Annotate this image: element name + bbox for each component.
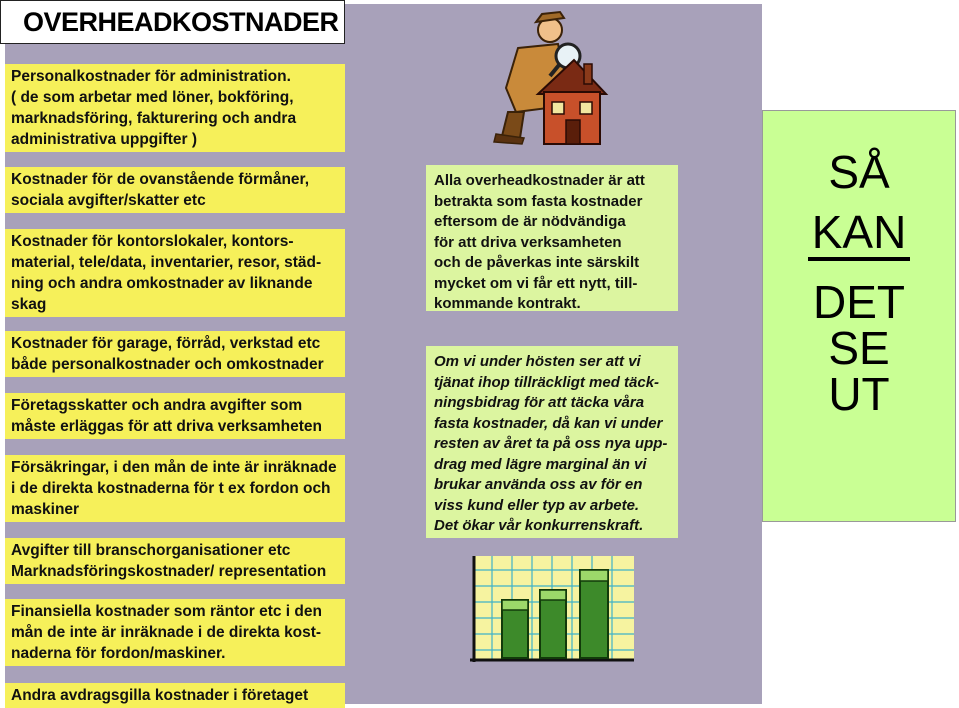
cost-line: Personalkostnader för administration. [11, 68, 291, 85]
info-line: resten av året ta på oss nya upp- [434, 435, 668, 452]
info-line: tjänat ihop tillräckligt med täck- [434, 373, 660, 391]
cost-box-1 [5, 64, 345, 152]
info-line: Alla overheadkostnader är att [434, 172, 645, 189]
side-text-sa: SÅ [828, 146, 890, 198]
info-line: brukar använda oss av för en [434, 476, 643, 493]
cost-line: skag [11, 296, 47, 313]
info-line: Det ökar vår konkurrenskraft. [434, 517, 644, 534]
info-line: mycket om vi får ett nytt, till- [434, 274, 638, 292]
cost-line: i de direkta kostnaderna för t ex fordon och [11, 480, 331, 497]
cost-box-7 [5, 538, 345, 584]
cost-box-9 [5, 683, 345, 708]
info-line: för att driva verksamheten [434, 233, 622, 251]
cost-line: mån de inte är inräknade i de direkta kost- [11, 624, 322, 641]
side-text-se: SE [828, 322, 890, 374]
info-line: fasta kostnader, då kan vi under [434, 414, 663, 432]
cost-line: måste erläggas för att driva verksamheten [11, 418, 322, 435]
info-line: kommande kontrakt. [434, 295, 581, 312]
cost-line: material, tele/data, inventarier, resor, städ- [11, 254, 322, 271]
cost-line: maskiner [11, 501, 80, 518]
cost-line: Kostnader för kontorslokaler, kontors- [11, 233, 294, 250]
side-callout [762, 110, 956, 522]
cost-line: Marknadsföringskostnader/ representation [11, 563, 327, 580]
detective-house-icon [488, 8, 612, 146]
cost-line: både personalkostnader och omkostnader [11, 356, 324, 373]
competitiveness-info [426, 346, 678, 538]
info-line: och de påverkas inte särskilt [434, 254, 640, 271]
cost-line: Företagsskatter och andra avgifter som [11, 397, 303, 414]
info-line: ningsbidrag för att täcka våra [434, 394, 645, 411]
page-title-text: OVERHEADKOSTNADER [23, 7, 339, 37]
info-line: betrakta som fasta kostnader [434, 192, 643, 210]
cost-line: ning och andra omkostnader av liknande [11, 275, 313, 292]
money-growth-chart-icon [466, 556, 636, 668]
cost-box-5 [5, 393, 345, 439]
cost-box-2 [5, 167, 345, 213]
cost-line: naderna för fordon/maskiner. [11, 645, 226, 662]
cost-line: marknadsföring, fakturering och andra [11, 110, 297, 127]
cost-box-4 [5, 331, 345, 377]
side-text-det: DET [813, 276, 905, 328]
info-line: viss kund eller typ av arbete. [434, 496, 640, 514]
cost-line: Finansiella kostnader som räntor etc i den [11, 603, 322, 620]
side-text-kan: KAN [808, 209, 911, 261]
info-line: drag med lägre marginal än vi [434, 455, 647, 473]
info-line: Om vi under hösten ser att vi [434, 353, 641, 370]
cost-line: Kostnader för de ovanstående förmåner, [11, 171, 310, 188]
cost-line: Kostnader för garage, förråd, verkstad etc [11, 335, 321, 352]
cost-box-6 [5, 455, 345, 522]
cost-line: Försäkringar, i den mån de inte är inräknade [11, 459, 337, 476]
cost-line: ( de som arbetar med löner, bokföring, [11, 89, 294, 106]
cost-line: sociala avgifter/skatter etc [11, 192, 206, 209]
side-text-ut: UT [828, 368, 890, 420]
info-line: eftersom de är nödvändiga [434, 213, 626, 230]
cost-box-3 [5, 229, 345, 317]
page-title [0, 0, 345, 44]
cost-line: Avgifter till branschorganisationer etc [11, 542, 291, 559]
cost-line: administrativa uppgifter ) [11, 131, 198, 148]
cost-line: Andra avdragsgilla kostnader i företaget [11, 687, 309, 704]
fixed-costs-info [426, 165, 678, 311]
cost-box-8 [5, 599, 345, 666]
